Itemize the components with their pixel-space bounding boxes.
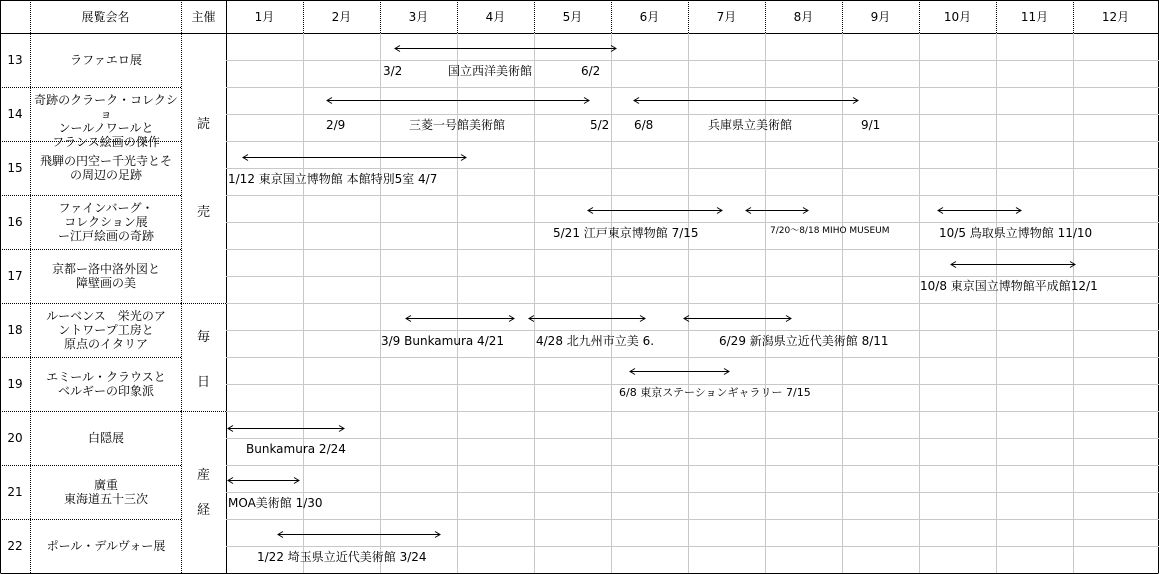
row-number: 16 — [7, 215, 23, 229]
period-label: 6/2 — [581, 64, 601, 78]
exhibition-name-line: 障壁画の美 — [75, 276, 136, 290]
exhibition-name — [31, 370, 181, 398]
sponsor-char: 経 — [196, 503, 210, 518]
period-arrow — [228, 426, 344, 432]
exhibition-name-line: フランス絵画の傑作 — [52, 135, 160, 149]
sponsor-char: 売 — [196, 205, 210, 220]
period-label: 3/9 Bunkamura 4/21 — [381, 334, 505, 348]
exhibition-name-line: 東海道五十三次 — [63, 492, 148, 506]
exhibition-name-line: ファインバーグ・ — [58, 201, 154, 215]
period-label: 5/2 — [590, 118, 610, 132]
sponsor-char: 日 — [196, 375, 210, 390]
row-number: 22 — [7, 539, 23, 553]
exhibition-name-line: 廣重 — [93, 478, 118, 492]
exhibition-name-line: の周辺の足跡 — [69, 168, 142, 182]
period-arrow — [395, 46, 616, 52]
month-header: 6月 — [639, 10, 660, 24]
row-number: 19 — [7, 377, 23, 391]
exhibition-name-line: ラファエロ展 — [70, 53, 142, 67]
exhibition-name-line: 白隠展 — [87, 431, 124, 445]
exhibition-name-line: ー江戸絵画の奇跡 — [57, 229, 154, 243]
period-arrow — [746, 208, 808, 214]
exhibition-name — [31, 53, 181, 67]
exhibition-name-line: 飛騨の円空ー千光寺とそ — [39, 154, 172, 168]
exhibition-name-line: 原点のイタリア — [63, 337, 148, 351]
exhibition-name-line: 京都ー洛中洛外図と — [51, 262, 160, 276]
month-header: 8月 — [793, 10, 814, 24]
exhibition-name — [31, 431, 181, 445]
period-arrow — [406, 316, 514, 322]
period-label: MOA美術館 1/30 — [228, 496, 323, 510]
period-label: 1/22 埼玉県立近代美術館 3/24 — [257, 550, 427, 564]
sponsor-char: 毎 — [196, 330, 210, 345]
exhibition-name — [31, 262, 181, 290]
exhibition-name-line: ンールノワールと — [58, 121, 154, 135]
month-header: 5月 — [562, 10, 583, 24]
month-header: 1月 — [254, 10, 275, 24]
row-number: 17 — [7, 269, 23, 283]
month-header: 7月 — [716, 10, 737, 24]
period-label: 10/5 鳥取県立博物館 11/10 — [939, 226, 1093, 240]
month-header: 12月 — [1101, 10, 1130, 24]
row-number: 18 — [7, 323, 23, 337]
period-label: 国立西洋美術館 — [448, 64, 533, 78]
period-label: 1/12 東京国立博物館 本館特別5室 4/7 — [228, 172, 438, 186]
column-header-name: 展覧会名 — [81, 10, 130, 24]
sponsor-char: 産 — [196, 468, 210, 483]
exhibition-name-line: ベルギーの印象派 — [57, 384, 154, 398]
period-arrow — [951, 262, 1075, 268]
period-arrow — [278, 532, 440, 538]
period-arrow — [634, 98, 858, 104]
sponsor-char: 読 — [196, 117, 210, 132]
period-label: 5/21 江戸東京博物館 7/15 — [553, 226, 699, 240]
exhibition-name-line: ルーベンス 栄光のア — [46, 309, 166, 323]
exhibition-name — [31, 154, 181, 182]
row-number: 14 — [7, 107, 23, 121]
month-header: 9月 — [870, 10, 891, 24]
period-arrow — [228, 478, 299, 484]
period-label: Bunkamura 2/24 — [246, 442, 346, 456]
exhibition-name-line: 奇跡のクラーク・コレクショ — [34, 93, 178, 121]
row-number: 13 — [7, 53, 23, 67]
column-header-sponsor: 主催 — [191, 10, 216, 24]
period-arrow — [529, 316, 645, 322]
row-number: 21 — [7, 485, 23, 499]
exhibition-name — [31, 478, 181, 506]
period-label: 4/28 北九州市立美 6. — [536, 334, 655, 348]
month-header: 3月 — [408, 10, 429, 24]
exhibition-name-line: コレクション展 — [64, 215, 148, 229]
exhibition-name — [31, 309, 181, 351]
month-header: 4月 — [485, 10, 506, 24]
period-arrow — [630, 369, 729, 375]
period-arrow — [938, 208, 1021, 214]
period-label: 2/9 — [326, 118, 346, 132]
exhibition-name-line: ポール・デルヴォー展 — [46, 539, 166, 553]
exhibition-name — [31, 93, 181, 149]
period-label: 6/8 — [634, 118, 654, 132]
month-header: 11月 — [1020, 10, 1049, 24]
period-label: 6/8 東京ステーションギャラリー 7/15 — [619, 386, 811, 399]
period-label: 9/1 — [861, 118, 881, 132]
period-label: 10/8 東京国立博物館平成館12/1 — [920, 279, 1098, 293]
month-header: 2月 — [331, 10, 352, 24]
row-number: 15 — [7, 161, 23, 175]
row-number: 20 — [7, 431, 23, 445]
period-label: 3/2 — [383, 64, 403, 78]
month-header: 10月 — [943, 10, 972, 24]
period-label: 三菱一号館美術館 — [409, 118, 506, 132]
period-arrow — [243, 155, 466, 161]
exhibition-name — [31, 539, 181, 553]
exhibition-name-line: エミール・クラウスと — [46, 370, 166, 384]
exhibition-name-line: ントワープ工房と — [58, 323, 154, 337]
period-label: 兵庫県立美術館 — [708, 118, 793, 132]
period-label: 7/20～8/18 MIHO MUSEUM — [770, 226, 890, 236]
period-label: 6/29 新潟県立近代美術館 8/11 — [719, 334, 889, 348]
period-arrow — [588, 208, 722, 214]
period-arrow — [684, 316, 791, 322]
exhibition-name — [31, 201, 181, 243]
